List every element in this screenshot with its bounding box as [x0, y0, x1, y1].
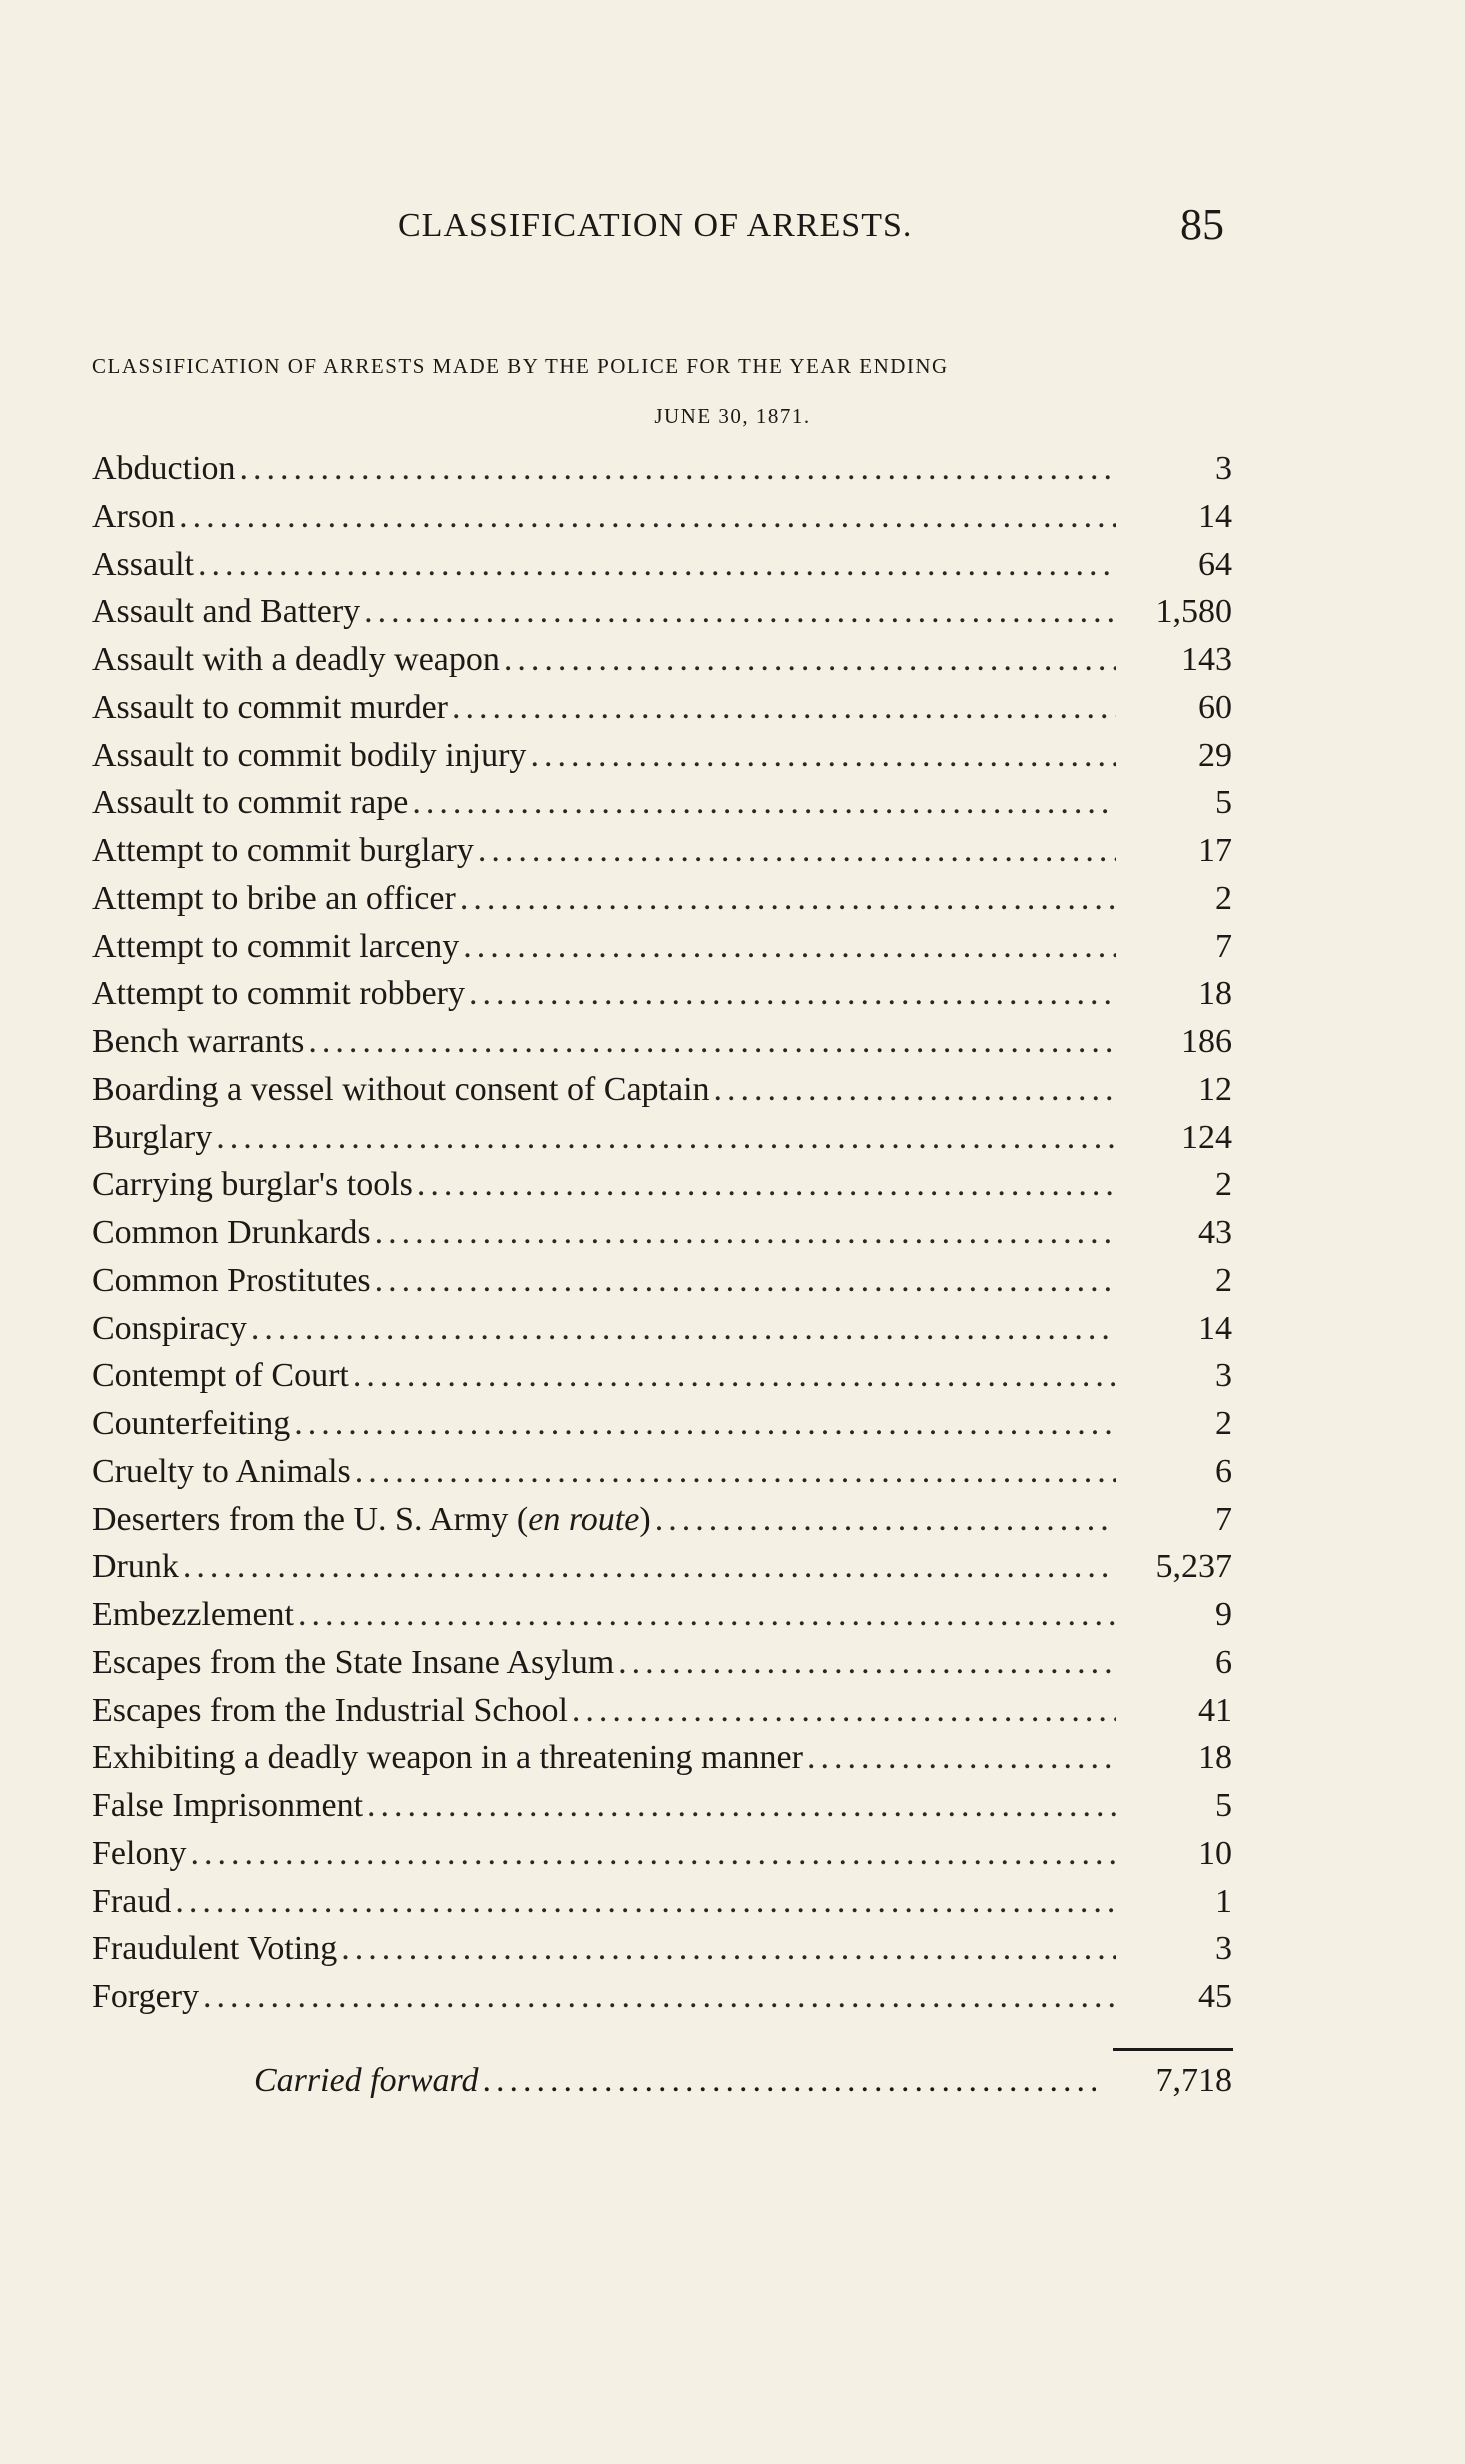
offense-label: [92, 689, 448, 727]
offense-text: Common Drunkards: [92, 1214, 371, 1251]
dot-leader: [240, 450, 1116, 488]
offense-label: [92, 1310, 247, 1348]
offense-label: [92, 1023, 304, 1061]
dot-leader: [341, 1930, 1116, 1968]
offense-label: [92, 498, 175, 536]
dot-leader: [469, 975, 1116, 1013]
offense-label: [92, 832, 474, 870]
table-row: [92, 450, 1232, 498]
table-row: [92, 1739, 1232, 1787]
table-row: [92, 1357, 1232, 1405]
arrest-count: 6: [1215, 1452, 1232, 1490]
table-row: [92, 546, 1232, 594]
running-head: [0, 200, 1465, 253]
arrest-count: 12: [1198, 1070, 1232, 1108]
dot-leader: [190, 1835, 1116, 1873]
arrest-count: 14: [1198, 1309, 1232, 1347]
offense-text: Fraudulent Voting: [92, 1930, 338, 1968]
table-row: [92, 1166, 1232, 1214]
dot-leader: [452, 689, 1116, 727]
dot-leader: [655, 1501, 1116, 1539]
table-row: [92, 1405, 1232, 1453]
table-row: [92, 1930, 1232, 1978]
table-row: [92, 593, 1232, 641]
dot-leader: [179, 498, 1116, 536]
offense-label: [92, 1692, 568, 1730]
offense-text: Abduction: [92, 450, 236, 487]
dot-leader: [478, 832, 1116, 870]
table-row: [92, 975, 1232, 1023]
dot-leader: [353, 1357, 1116, 1395]
offense-text: Assault and Battery: [92, 593, 361, 631]
arrest-count: 7: [1215, 927, 1232, 965]
offense-label: [92, 1787, 363, 1825]
offense-label: [92, 1883, 171, 1921]
running-title: CLASSIFICATION OF ARRESTS.: [398, 207, 913, 244]
dot-leader: [417, 1166, 1116, 1204]
table-row: [92, 1501, 1232, 1549]
arrest-count: 3: [1215, 450, 1232, 487]
offense-text: Common Prostitutes: [92, 1261, 371, 1299]
table-row: [92, 832, 1232, 880]
offense-label: [92, 1835, 186, 1873]
dot-leader: [175, 1883, 1116, 1921]
offense-text: Attempt to commit robbery: [92, 975, 465, 1013]
dot-leader: [460, 880, 1116, 918]
offense-label: [92, 450, 236, 488]
dot-leader: [308, 1023, 1116, 1061]
offense-text: Exhibiting a deadly weapon in a threatening manner: [92, 1739, 803, 1777]
arrest-count: 3: [1215, 1357, 1232, 1395]
offense-label: [92, 1119, 212, 1157]
offense-text: Escapes from the Industrial School: [92, 1691, 568, 1729]
offense-label: [92, 737, 526, 775]
offense-text: Assault to commit murder: [92, 688, 449, 726]
arrest-count: 2: [1215, 1166, 1232, 1204]
table-row: [92, 689, 1232, 737]
arrest-count: 6: [1215, 1643, 1232, 1681]
arrest-count: 124: [1181, 1118, 1232, 1156]
table-row: [92, 928, 1232, 976]
offense-label: [92, 1214, 371, 1252]
arrest-count: 64: [1198, 545, 1232, 583]
arrest-count: 2: [1215, 879, 1232, 917]
table-row: [92, 498, 1232, 546]
table-row: [92, 1071, 1232, 1119]
offense-label: [92, 1262, 371, 1300]
arrest-count: 1: [1215, 1882, 1232, 1920]
dot-leader: [298, 1596, 1116, 1634]
offense-text: Embezzlement: [92, 1596, 295, 1633]
offense-text: Assault to commit rape: [92, 784, 409, 822]
offense-label: [92, 1071, 710, 1109]
dot-leader: [504, 641, 1116, 679]
arrest-classification-list: [92, 450, 1232, 2026]
offense-text: False Imprisonment: [92, 1787, 364, 1824]
dot-leader: [463, 928, 1116, 966]
arrest-count: 29: [1198, 736, 1232, 774]
table-row: [92, 1596, 1232, 1644]
arrest-count: 5: [1215, 784, 1232, 822]
carried-forward-label: Carried forward: [254, 2062, 479, 2099]
offense-text: Conspiracy: [92, 1309, 247, 1347]
offense-text-after: ): [639, 1500, 651, 1538]
offense-label: [92, 1166, 413, 1204]
offense-label: [92, 975, 465, 1013]
offense-label: [92, 546, 194, 584]
arrest-count: 18: [1198, 975, 1232, 1013]
dot-leader: [572, 1692, 1116, 1730]
arrest-count: 60: [1198, 688, 1232, 726]
arrest-count: 10: [1198, 1834, 1232, 1872]
dot-leader: [375, 1262, 1116, 1300]
table-row: [92, 1978, 1232, 2026]
table-row: [92, 784, 1232, 832]
dot-leader: [203, 1978, 1116, 2016]
arrest-count: 45: [1198, 1978, 1232, 2015]
carried-forward-count: 7,718: [1155, 2062, 1232, 2099]
offense-label: [92, 1501, 651, 1539]
offense-label: [92, 1405, 290, 1443]
dot-leader: [483, 2062, 1096, 2100]
offense-text: Escapes from the State Insane Asylum: [92, 1643, 615, 1681]
offense-label: [92, 1644, 614, 1682]
total-rule: [1113, 2048, 1233, 2051]
offense-text: Forgery: [92, 1978, 200, 2015]
arrest-count: 5: [1215, 1787, 1232, 1824]
offense-text: Felony: [92, 1834, 187, 1872]
table-row: [92, 1453, 1232, 1501]
offense-label: [92, 1930, 337, 1968]
offense-text: Assault with a deadly weapon: [92, 641, 500, 678]
table-row: [92, 1644, 1232, 1692]
arrest-count: 3: [1215, 1930, 1232, 1968]
offense-text: Drunk: [92, 1548, 179, 1586]
table-row: [92, 1214, 1232, 1262]
dot-leader: [375, 1214, 1116, 1252]
carried-forward-row: [92, 2062, 1232, 2100]
arrest-count: 1,580: [1155, 593, 1232, 631]
arrest-count: 2: [1215, 1261, 1232, 1299]
table-row: [92, 1119, 1232, 1167]
offense-label: [92, 1357, 349, 1395]
offense-label: [92, 1548, 179, 1586]
offense-label: [92, 880, 456, 918]
table-row: [92, 737, 1232, 785]
table-row: [92, 1883, 1232, 1931]
offense-text: Assault to commit bodily injury: [92, 736, 527, 774]
offense-text: Assault: [92, 545, 194, 583]
table-row: [92, 641, 1232, 689]
table-row: [92, 1835, 1232, 1883]
offense-italic-text: en route: [528, 1500, 640, 1538]
arrest-count: 186: [1181, 1023, 1232, 1060]
table-row: [92, 1692, 1232, 1740]
table-row: [92, 1262, 1232, 1310]
offense-label: [92, 593, 360, 631]
offense-text: Cruelty to Animals: [92, 1452, 351, 1490]
arrest-count: 5,237: [1155, 1548, 1232, 1586]
page-number: 85: [1180, 200, 1224, 249]
table-row: [92, 1787, 1232, 1835]
dot-leader: [367, 1787, 1116, 1825]
arrest-count: 18: [1198, 1739, 1232, 1777]
offense-text: Burglary: [92, 1118, 213, 1156]
offense-label: [92, 1596, 294, 1634]
arrest-count: 2: [1215, 1405, 1232, 1442]
offense-label: [92, 641, 500, 679]
offense-text: Contempt of Court: [92, 1357, 349, 1395]
arrest-count: 43: [1198, 1214, 1232, 1251]
offense-label: [92, 1978, 199, 2016]
offense-text: Deserters from the U. S. Army (: [92, 1500, 529, 1538]
dot-leader: [364, 593, 1116, 631]
table-row: [92, 1548, 1232, 1596]
offense-text: Boarding a vessel without consent of Captain: [92, 1070, 710, 1108]
offense-text: Carrying burglar's tools: [92, 1166, 413, 1204]
arrest-count: 9: [1215, 1596, 1232, 1633]
table-row: [92, 880, 1232, 928]
dot-leader: [198, 546, 1116, 584]
arrest-count: 17: [1198, 832, 1232, 869]
dot-leader: [618, 1644, 1116, 1682]
dot-leader: [355, 1453, 1116, 1491]
dot-leader: [714, 1071, 1116, 1109]
dot-leader: [216, 1119, 1116, 1157]
table-row: [92, 1023, 1232, 1071]
arrest-count: 143: [1181, 641, 1232, 678]
offense-text: Fraud: [92, 1882, 172, 1920]
arrest-count: 14: [1198, 497, 1232, 535]
dot-leader: [807, 1739, 1116, 1777]
offense-label: [92, 784, 408, 822]
offense-text: Counterfeiting: [92, 1405, 291, 1442]
arrest-count: 41: [1198, 1691, 1232, 1729]
dot-leader: [294, 1405, 1116, 1443]
table-title: CLASSIFICATION OF ARRESTS MADE BY THE POLICE FOR THE YEAR ENDING: [92, 354, 949, 378]
table-row: [92, 1310, 1232, 1358]
offense-label: [92, 1739, 803, 1777]
dot-leader: [251, 1310, 1116, 1348]
offense-text: Attempt to commit larceny: [92, 927, 460, 965]
offense-label: [92, 1453, 351, 1491]
offense-text: Bench warrants: [92, 1023, 305, 1060]
dot-leader: [412, 784, 1116, 822]
dot-leader: [183, 1548, 1116, 1586]
arrest-count: 7: [1215, 1500, 1232, 1538]
dot-leader: [530, 737, 1116, 775]
offense-text: Attempt to commit burglary: [92, 832, 474, 869]
offense-text: Arson: [92, 497, 176, 535]
table-subtitle: JUNE 30, 1871.: [654, 404, 811, 428]
offense-text: Attempt to bribe an officer: [92, 879, 456, 917]
offense-label: [92, 928, 459, 966]
